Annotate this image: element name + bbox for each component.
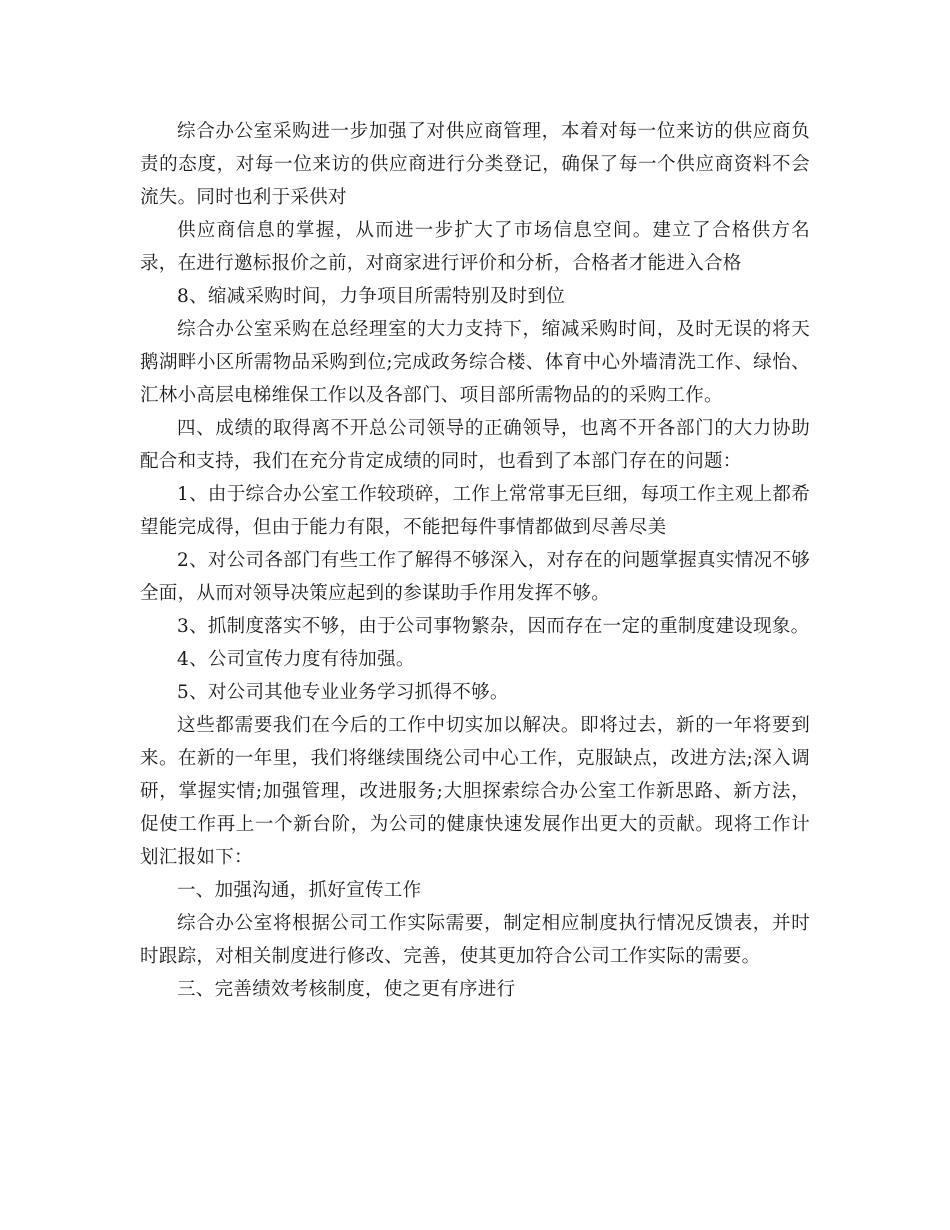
paragraph-heading-reduce-purchase-time: 8、缩减采购时间，力争项目所需特别及时到位 [177,286,566,307]
paragraph-problem-1: 1、由于综合办公室工作较琐碎，工作上常常事无巨细，每项工作主观上都希望能完成得，但由于能力有限，不能把每件事情都做到尽善尽美 [140,484,810,538]
document-body [140,115,810,1006]
paragraph-purchase-work: 综合办公室采购在总经理室的大力支持下，缩减采购时间，及时无误的将天鹅湖畔小区所需物品采购到位;完成政务综合楼、体育中心外墙清洗工作、绿怡、汇林小高层电梯维保工作以及各部门、项目部所需物品的的采购工作。 [140,319,810,406]
paragraph-heading-communication: 一、加强沟通，抓好宣传工作 [177,880,422,901]
paragraph-problem-3: 3、抓制度落实不够，由于公司事物繁杂，因而存在一定的重制度建设现象。 [177,616,810,637]
paragraph-supplier-management: 综合办公室采购进一步加强了对供应商管理，本着对每一位来访的供应商负责的态度，对每一位来访的供应商进行分类登记，确保了每一个供应商资料不会流失。同时也利于采供对 [140,121,810,208]
paragraph-system-feedback: 综合办公室将根据公司工作实际需要，制定相应制度执行情况反馈表，并时时跟踪，对相关制度进行修改、完善，使其更加符合公司工作实际的需要。 [140,913,810,967]
paragraph-problem-2: 2、对公司各部门有些工作了解得不够深入，对存在的问题掌握真实情况不够全面，从而对领导决策应起到的参谋助手作用发挥不够。 [140,550,810,604]
paragraph-problem-5: 5、对公司其他专业业务学习抓得不够。 [177,682,509,703]
paragraph-problem-4: 4、公司宣传力度有待加强。 [177,649,415,670]
paragraph-supplier-info: 供应商信息的掌握，从而进一步扩大了市场信息空间。建立了合格供方名录，在进行邀标报价之前，对商家进行评价和分析，合格者才能进入合格 [140,220,810,274]
paragraph-achievements-problems: 四、成绩的取得离不开总公司领导的正确领导，也离不开各部门的大力协助配合和支持，我们在充分肯定成绩的同时，也看到了本部门存在的问题： [140,418,810,472]
paragraph-heading-performance: 三、完善绩效考核制度，使之更有序进行 [177,979,516,1000]
paragraph-next-year-plan: 这些都需要我们在今后的工作中切实加以解决。即将过去，新的一年将要到来。在新的一年里，我们将继续围绕公司中心工作，克服缺点，改进方法;深入调研，掌握实情;加强管理，改进服务;大胆探索综合办公室工作新思路、新方法，促使工作再上一个新台阶，为公司的健康快速发展作出更大的贡献。现将工作计划汇报如下： [140,715,810,868]
